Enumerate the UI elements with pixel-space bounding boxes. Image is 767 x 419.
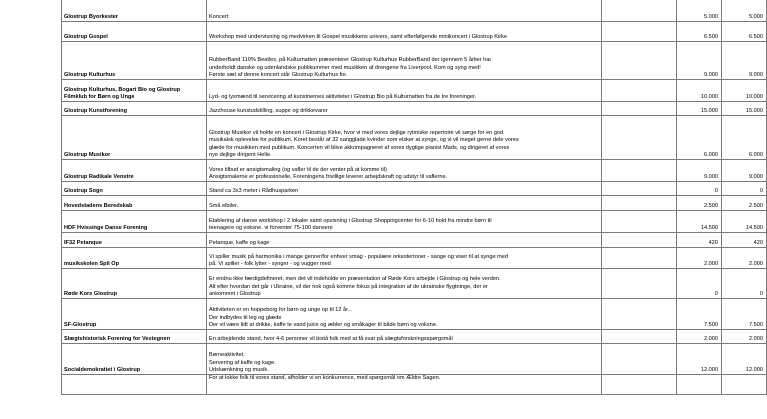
amount-granted-cell[interactable]: [722, 375, 767, 395]
description-cell[interactable]: Petanque, kaffe og kage: [207, 233, 602, 248]
empty-cell[interactable]: [602, 299, 677, 330]
organization-cell[interactable]: Slægtshistorisk Forening for Vestegnen: [62, 330, 207, 344]
organization-cell[interactable]: Røde Kors Glostrup: [62, 269, 207, 299]
amount-applied-cell[interactable]: 10.000: [677, 80, 722, 102]
description-cell[interactable]: Koncert: [207, 0, 602, 22]
table-row: [62, 375, 767, 395]
empty-cell[interactable]: [602, 196, 677, 211]
amount-applied-cell[interactable]: 0: [677, 182, 722, 196]
table-row: [62, 299, 767, 330]
amount-granted-cell[interactable]: 14.500: [722, 211, 767, 233]
organization-cell[interactable]: Socialdemokratiet i Glostrup: [62, 344, 207, 375]
amount-applied-cell[interactable]: 9.000: [677, 42, 722, 80]
table-row: [62, 80, 767, 102]
amount-granted-cell[interactable]: 6.000: [722, 116, 767, 160]
description-cell[interactable]: Vi spiller musik på harmonika i mange genrer/for enhver smag - populære orkestertoner - sange og viser til at synge med på. Vi spiller - folk lytter - synger - og vugger med: [207, 248, 602, 269]
organization-cell[interactable]: Glostrup Kulturhus: [62, 42, 207, 80]
empty-cell[interactable]: [602, 42, 677, 80]
empty-cell[interactable]: [602, 160, 677, 182]
grant-table: [61, 0, 767, 395]
empty-cell[interactable]: [602, 80, 677, 102]
table-body: [62, 0, 767, 395]
organization-cell[interactable]: HDF Hvissinge Danse Forening: [62, 211, 207, 233]
amount-granted-cell[interactable]: 9.000: [722, 42, 767, 80]
amount-applied-cell[interactable]: 6.000: [677, 116, 722, 160]
table-row: [62, 102, 767, 116]
amount-applied-cell[interactable]: 7.500: [677, 299, 722, 330]
description-cell[interactable]: Glostrup Musikor vil holde en koncert i Glostrup Kirke, hvor vi med vores dejlige rytmiske repertoire vil sørge for en god musikalsk oplevelse for publikum. Koret består af 32 sangglade kvinder som elsker at synge, og vi vil meget gerne dele vores glæde for musikken med publikum. Koncerten vil blive akkompagneret af vores dygtige pianist Mads, og dirigeret af vores nye dejlige dirigent Helle.: [207, 116, 602, 160]
amount-applied-cell[interactable]: 9.000: [677, 160, 722, 182]
description-cell[interactable]: Jazzhouse kunstudstilling, suppe og drikkevarer: [207, 102, 602, 116]
amount-applied-cell[interactable]: 0: [677, 269, 722, 299]
amount-applied-cell[interactable]: 2.000: [677, 248, 722, 269]
amount-granted-cell[interactable]: 9.000: [722, 160, 767, 182]
organization-cell[interactable]: SF-Glostrup: [62, 299, 207, 330]
empty-cell[interactable]: [602, 116, 677, 160]
description-cell[interactable]: Børneaktivitet. Servering af kaffe og kage. Udskænkning og musik.: [207, 344, 602, 375]
table-row: [62, 269, 767, 299]
amount-applied-cell[interactable]: 5.000: [677, 0, 722, 22]
table-row: [62, 196, 767, 211]
empty-cell[interactable]: [602, 22, 677, 42]
empty-cell[interactable]: [602, 344, 677, 375]
amount-granted-cell[interactable]: 0: [722, 182, 767, 196]
amount-applied-cell[interactable]: 15.000: [677, 102, 722, 116]
table-row: [62, 344, 767, 375]
table-row: [62, 0, 767, 22]
description-cell[interactable]: Etablering af danse workshop i 2 lokaler samt opvisning i Glostrup Shoppingcenter for 6-10 hold fra mindre børn til teenagere og voksne. vi forventer 75-100 dansere: [207, 211, 602, 233]
empty-cell[interactable]: [602, 330, 677, 344]
amount-applied-cell[interactable]: 6.500: [677, 22, 722, 42]
organization-cell[interactable]: musikskolen Spil Op: [62, 248, 207, 269]
table-row: [62, 330, 767, 344]
description-cell[interactable]: RubberBand 110% Beatles, på Kulturnatten præsenterer Glostrup Kulturhus RubberBand der igennem 5 årtier har underholdt danske og udenlandske publikummer med musikken af drengene fra Liverpool. Kom og syng med! Første sæt af denne koncert står Glostrup Kulturhus for.: [207, 42, 602, 80]
table-row: [62, 182, 767, 196]
empty-cell[interactable]: [602, 211, 677, 233]
organization-cell[interactable]: Glostrup Radikale Venstre: [62, 160, 207, 182]
amount-applied-cell[interactable]: 14.500: [677, 211, 722, 233]
amount-applied-cell[interactable]: 2.500: [677, 196, 722, 211]
description-cell[interactable]: For at lokke folk til vores stand, afholder vi en konkurrence, med spørgsmål om Ældre Sagen.: [207, 375, 602, 395]
amount-granted-cell[interactable]: 15.000: [722, 102, 767, 116]
empty-cell[interactable]: [602, 0, 677, 22]
empty-cell[interactable]: [602, 182, 677, 196]
amount-granted-cell[interactable]: 2.500: [722, 196, 767, 211]
amount-granted-cell[interactable]: 0: [722, 269, 767, 299]
empty-cell[interactable]: [602, 102, 677, 116]
amount-granted-cell[interactable]: 2.000: [722, 248, 767, 269]
empty-cell[interactable]: [602, 269, 677, 299]
organization-cell[interactable]: Glostrup Sogn: [62, 182, 207, 196]
organization-cell[interactable]: Glostrup Musikor: [62, 116, 207, 160]
description-cell[interactable]: Aktiviteten er en hoppeborg for børn og unge op til 12 år.. Der indbydes til leg og glæde Der vil være lidt at drikke, kaffe te vand juice og æbler og småkager til både børn og voksne.: [207, 299, 602, 330]
organization-cell[interactable]: Glostrup Gospel: [62, 22, 207, 42]
table-row: [62, 116, 767, 160]
amount-granted-cell[interactable]: 5.000: [722, 0, 767, 22]
empty-cell[interactable]: [602, 233, 677, 248]
description-cell[interactable]: Lyd- og lysmænd til servicering af kunstnernes aktiviteter i Glostrup Bio på Kulturnatten fra de tre foreninger.: [207, 80, 602, 102]
description-cell[interactable]: En arbejdende stand, hvor 4-6 personer vil bistå folk med at få svar på slægtsforskningsspørgsmål: [207, 330, 602, 344]
amount-applied-cell[interactable]: 420: [677, 233, 722, 248]
description-cell[interactable]: Stand ca 3x3 meter i Rådhusparken: [207, 182, 602, 196]
description-cell[interactable]: Små elbiler.: [207, 196, 602, 211]
description-cell[interactable]: Vores tilbud er ansigtsmaling (og vafler til de der venter på at komme til) Ansigtsmalerne er professionelle, Foreningens frivillige leverer arbejdskraft og udstyr til vaflerne.: [207, 160, 602, 182]
organization-cell[interactable]: Hovedstadens Beredskab: [62, 196, 207, 211]
amount-granted-cell[interactable]: 6.500: [722, 22, 767, 42]
organization-cell[interactable]: Glostrup Kulturhus, Bogart Bio og Glostrup Filmklub for Børn og Unge: [62, 80, 207, 102]
amount-applied-cell[interactable]: 12.000: [677, 344, 722, 375]
organization-cell[interactable]: [62, 375, 207, 395]
table-row: [62, 22, 767, 42]
description-cell[interactable]: Workshop med undervisning og medvirken til Gospel musikkens univers, samt efterfølgende minikoncert i Glostrup Kirke: [207, 22, 602, 42]
amount-applied-cell[interactable]: 2.000: [677, 330, 722, 344]
table-row: [62, 233, 767, 248]
empty-cell[interactable]: [602, 248, 677, 269]
table-row: [62, 160, 767, 182]
amount-granted-cell[interactable]: 10.000: [722, 80, 767, 102]
organization-cell[interactable]: Glostrup Byorkester: [62, 0, 207, 22]
empty-cell[interactable]: [602, 375, 677, 395]
amount-granted-cell[interactable]: 420: [722, 233, 767, 248]
amount-granted-cell[interactable]: 2.000: [722, 330, 767, 344]
table-row: [62, 248, 767, 269]
organization-cell[interactable]: IF32 Petanque: [62, 233, 207, 248]
table-row: [62, 211, 767, 233]
organization-cell[interactable]: Glostrup Kunstforening: [62, 102, 207, 116]
description-cell[interactable]: Er endnu ikke færdigdefineret, men det vil indeholde en præsentation af Røde Kors arbejde i Glostrup og hele verden. Alt efter hvordan det går i Ukraine, vil der nok også komme fokus på integration af de ukrainske flygtninge, der er ankommet i Glostrup: [207, 269, 602, 299]
amount-granted-cell[interactable]: 12.000: [722, 344, 767, 375]
table-row: [62, 42, 767, 80]
amount-granted-cell[interactable]: 7.500: [722, 299, 767, 330]
amount-applied-cell[interactable]: [677, 375, 722, 395]
